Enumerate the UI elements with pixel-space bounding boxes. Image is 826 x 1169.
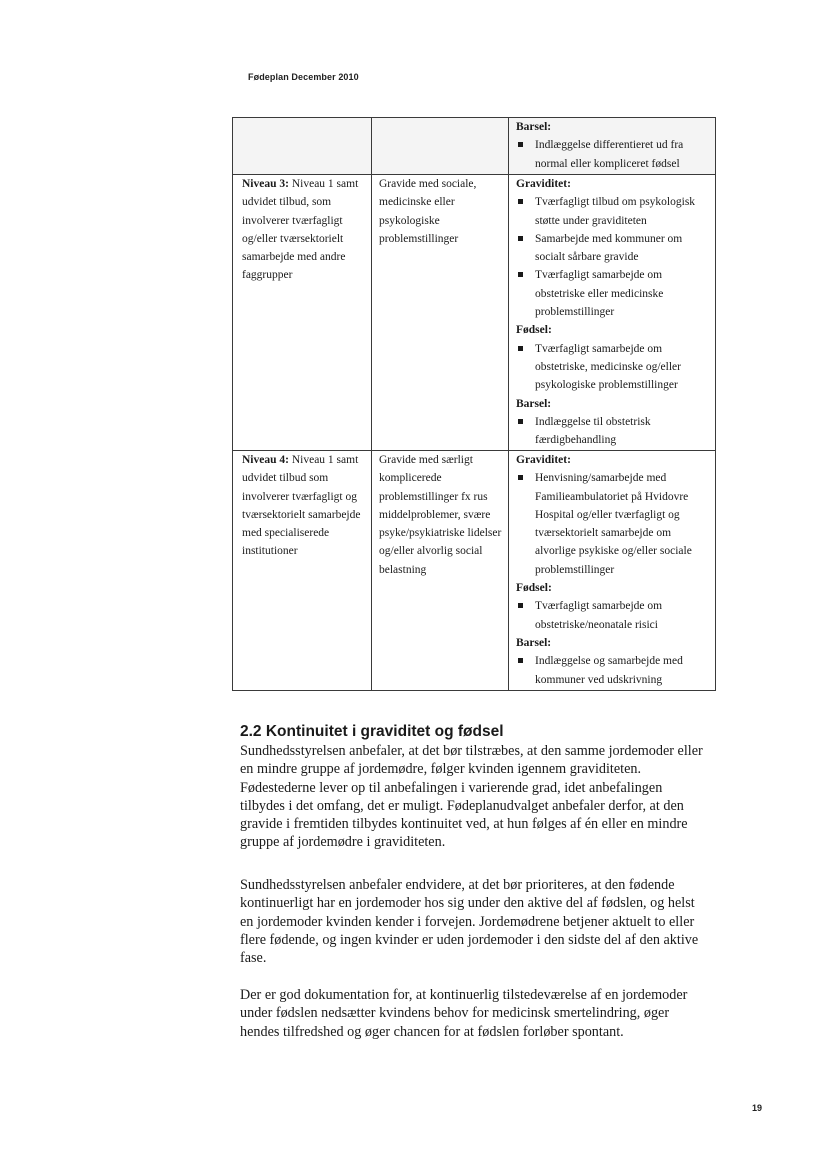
table-cell-level <box>233 175 372 451</box>
list-item: Indlæggelse differentieret ud fra normal eller kompliceret fødsel <box>516 136 710 173</box>
list-item: Indlæggelse og samarbejde med kommuner ved udskrivning <box>516 652 710 689</box>
list-item: Tværfagligt samarbejde om obstetriske eller medicinske problemstillinger <box>516 266 710 321</box>
fodsel-heading: Fødsel: <box>516 582 552 595</box>
barsel-heading: Barsel: <box>516 397 552 410</box>
list-item: Samarbejde med kommuner om socialt sårbare gravide <box>516 230 710 267</box>
table-cell-level <box>233 451 372 691</box>
barsel-heading: Barsel: <box>516 636 552 649</box>
level-title: Niveau 3: <box>242 178 289 190</box>
table-cell-target-group <box>372 451 509 691</box>
table-cell-services <box>509 175 716 451</box>
paragraph: Der er god dokumentation for, at kontinuerlig tilstedeværelse af en jordemoder under fødslen nedsætter kvindens behov for medicinsk smertelindring, øger hendes tilfredshed og øger chancen for at fødslen forløber spontant. <box>240 987 688 1040</box>
paragraph: Sundhedsstyrelsen anbefaler, at det bør tilstræbes, at den samme jordemoder eller en mindre gruppe af jordemødre, følger kvinden igennem graviditeten. Fødestederne lever op til anbefalingen i varierende grad, idet anbefalingen tilbydes i det omfang, det er muligt. Fødeplanudvalget anbefaler derfor, at den gravide i fremtiden tilbydes kontinuitet ved, at hun følges af én eller en mindre gruppe af jordemødre i graviditeten. <box>240 743 703 851</box>
graviditet-heading: Graviditet: <box>516 178 571 190</box>
page-number: 19 <box>752 1103 763 1113</box>
graviditet-heading: Graviditet: <box>516 454 571 466</box>
table-cell-empty <box>233 118 372 175</box>
running-header: Fødeplan December 2010 <box>248 72 359 82</box>
table-row <box>233 175 716 451</box>
paragraph: Sundhedsstyrelsen anbefaler endvidere, at det bør prioriteres, at den fødende kontinuerligt har en jordemoder hos sig under den aktive del af fødslen, og helst en jordemoder kvinden kender i forvejen. Jordemødrene betjener aktuelt to eller flere fødende, og ingen kvinder er uden jordemoder i den sidste del af den aktive fase. <box>240 877 699 967</box>
list-item: Henvisning/samarbejde med Familieambulatoriet på Hvidovre Hospital og/eller tværfagligt og tværsektorielt samarbejde om alvorlige psykiske og/eller sociale problemstillinger <box>516 469 710 579</box>
list-item: Tværfagligt samarbejde om obstetriske, medicinske og/eller psykologiske problemstillinger <box>516 340 710 395</box>
table-row <box>233 118 716 175</box>
target-group-text: Gravide med sociale, medicinske eller psykologiske problemstillinger <box>379 178 477 245</box>
fodsel-heading: Fødsel: <box>516 324 552 337</box>
list-item: Tværfagligt samarbejde om obstetriske/neonatale risici <box>516 597 710 634</box>
level-description: Niveau 1 samt udvidet tilbud som involverer tværfagligt og tværsektorielt samarbejde med specialiserede institutioner <box>242 454 361 558</box>
table-row <box>233 451 716 691</box>
care-level-table <box>232 117 716 691</box>
section-heading: 2.2 Kontinuitet i graviditet og fødsel <box>240 723 504 740</box>
target-group-text: Gravide med særligt komplicerede problemstillinger fx rus middelproblemer, svære psyke/psykiatriske lidelser og/eller alvorlig social belastning <box>379 454 502 576</box>
table-cell-empty <box>372 118 509 175</box>
level-title: Niveau 4: <box>242 454 289 466</box>
list-item: Indlæggelse til obstetrisk færdigbehandling <box>516 413 710 450</box>
table-cell-services <box>509 451 716 691</box>
list-item: Tværfagligt tilbud om psykologisk støtte under graviditeten <box>516 193 710 230</box>
level-description: Niveau 1 samt udvidet tilbud, som involverer tværfagligt og/eller tværsektorielt samarbejde med andre faggrupper <box>242 178 359 282</box>
barsel-heading: Barsel: <box>516 121 552 133</box>
table-cell-target-group <box>372 175 509 451</box>
table-cell-services <box>509 118 716 175</box>
